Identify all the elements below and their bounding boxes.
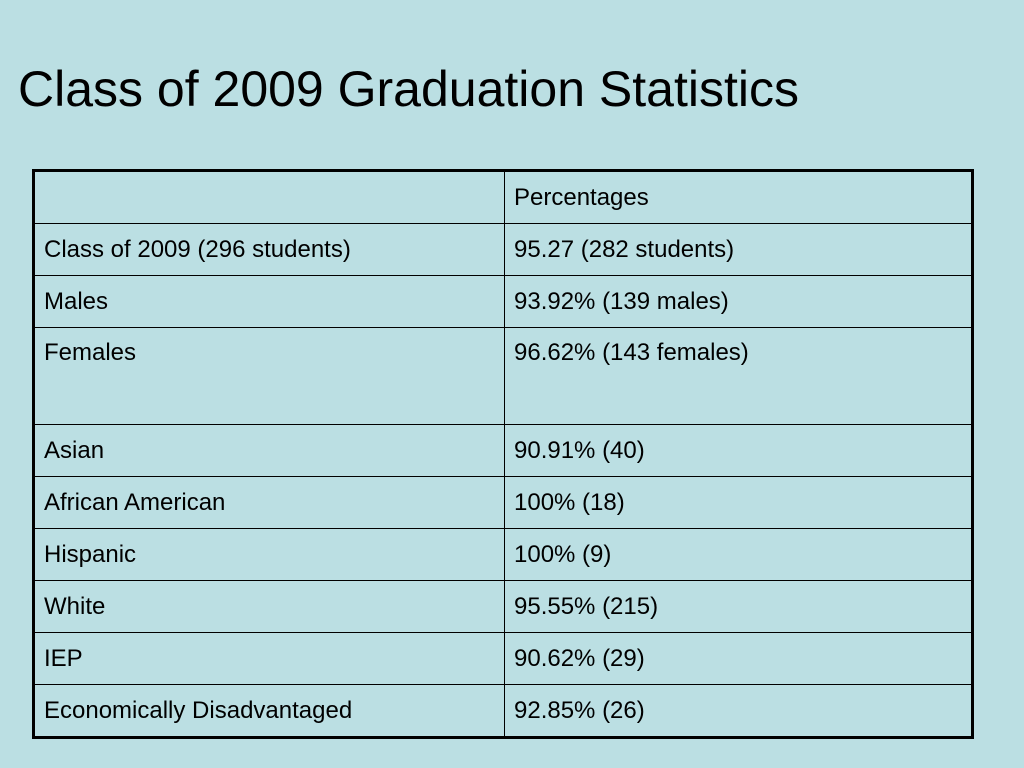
table-row bbox=[34, 581, 973, 633]
table-row bbox=[34, 477, 973, 529]
row-value: 95.55% (215) bbox=[505, 581, 973, 633]
table-row bbox=[34, 633, 973, 685]
row-value: 93.92% (139 males) bbox=[505, 276, 973, 328]
row-label: Hispanic bbox=[34, 529, 505, 581]
row-label: African American bbox=[34, 477, 505, 529]
row-value: 92.85% (26) bbox=[505, 685, 973, 738]
slide-title: Class of 2009 Graduation Statistics bbox=[18, 61, 799, 117]
row-value: 90.62% (29) bbox=[505, 633, 973, 685]
table-row bbox=[34, 685, 973, 738]
table-row bbox=[34, 529, 973, 581]
table-row bbox=[34, 328, 973, 425]
table-row bbox=[34, 276, 973, 328]
table-row bbox=[34, 425, 973, 477]
row-value: 90.91% (40) bbox=[505, 425, 973, 477]
table-header-cell-percentages: Percentages bbox=[505, 171, 973, 224]
table-row bbox=[34, 224, 973, 276]
row-value: 100% (9) bbox=[505, 529, 973, 581]
table-header-row bbox=[34, 171, 973, 224]
row-label: Males bbox=[34, 276, 505, 328]
row-value: 95.27 (282 students) bbox=[505, 224, 973, 276]
row-label: Class of 2009 (296 students) bbox=[34, 224, 505, 276]
table-header-cell-empty bbox=[34, 171, 505, 224]
row-label: IEP bbox=[34, 633, 505, 685]
row-label: Economically Disadvantaged bbox=[34, 685, 505, 738]
row-label: Asian bbox=[34, 425, 505, 477]
row-label: White bbox=[34, 581, 505, 633]
row-label: Females bbox=[34, 328, 505, 425]
row-value: 100% (18) bbox=[505, 477, 973, 529]
row-value: 96.62% (143 females) bbox=[505, 328, 973, 425]
graduation-stats-table bbox=[32, 169, 974, 739]
